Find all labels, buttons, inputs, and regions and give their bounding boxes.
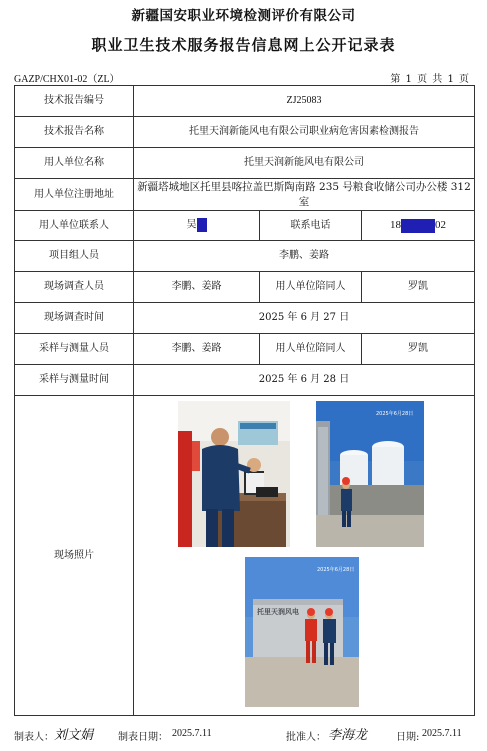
preparer-signature: 刘文娟: [54, 728, 94, 743]
survey-escort-value: 罗凯: [362, 272, 475, 303]
photo-site-sign: [245, 557, 359, 707]
team-label: 项目组人员: [15, 241, 134, 272]
document-code: GAZP/CHX01-02（ZL）: [14, 74, 120, 85]
report-name-value: 托里天润新能风电有限公司职业病危害因素检测报告: [134, 117, 475, 148]
phone-label: 联系电话: [260, 211, 362, 241]
photo-outdoor-sampling: [316, 401, 424, 547]
sampling-time-value: 2025 年 6 月 28 日: [134, 365, 475, 396]
page-number: 第 1 页 共 1 页: [390, 74, 469, 85]
phone-suffix: 02: [435, 219, 446, 232]
contact-label: 用人单位联系人: [15, 211, 134, 241]
address-value: 新疆塔城地区托里县喀拉盖巴斯陶南路 235 号粮食收储公司办公楼 312 室: [134, 179, 475, 211]
report-name-label: 技术报告名称: [15, 117, 134, 148]
team-value: 李鹏、姜路: [134, 241, 475, 272]
report-no-label: 技术报告编号: [15, 86, 134, 117]
survey-staff-value: 李鹏、姜路: [134, 272, 260, 303]
contact-value-cell: [134, 211, 260, 241]
page-title: 职业卫生技术服务报告信息网上公开记录表: [91, 36, 396, 54]
survey-escort-label: 用人单位陪同人: [260, 272, 362, 303]
approver-label: 批准人：: [286, 732, 326, 743]
employer-label: 用人单位名称: [15, 148, 134, 179]
photo3-date-stamp: 2025年6月28日: [317, 566, 355, 573]
sampling-escort-label: 用人单位陪同人: [260, 334, 362, 365]
photos-cell: [134, 396, 475, 716]
sampling-staff-value: 李鹏、姜路: [134, 334, 260, 365]
photo-area: [134, 397, 474, 715]
survey-staff-label: 现场调查人员: [15, 272, 134, 303]
approved-date: 2025.7.11: [422, 728, 462, 739]
approved-date-label: 日期:: [396, 732, 420, 743]
phone-prefix: 18: [390, 219, 401, 232]
contact-value: 吴: [186, 219, 197, 231]
phone-redaction-block: [401, 219, 435, 233]
record-table: [14, 85, 475, 716]
report-no-value: ZJ25083: [134, 86, 475, 117]
address-label: 用人单位注册地址: [15, 179, 134, 211]
redaction-block: [197, 218, 207, 232]
company-name: 新疆国安职业环境检测评价有限公司: [131, 8, 356, 24]
approver-signature: 李海龙: [328, 728, 368, 743]
photos-label: 现场照片: [15, 396, 134, 716]
employer-value: 托里天润新能风电有限公司: [134, 148, 475, 179]
survey-time-value: 2025 年 6 月 27 日: [134, 303, 475, 334]
prepared-date-label: 制表日期：: [118, 732, 168, 743]
sampling-time-label: 采样与测量时间: [15, 365, 134, 396]
sampling-escort-value: 罗凯: [362, 334, 475, 365]
prepared-date: 2025.7.11: [172, 728, 212, 739]
photo3-sign-text: 托里天润风电: [257, 607, 299, 616]
survey-time-label: 现场调查时间: [15, 303, 134, 334]
photo-indoor-survey: [178, 401, 290, 547]
sampling-staff-label: 采样与测量人员: [15, 334, 134, 365]
phone-value-cell: [362, 211, 475, 241]
photo2-date-stamp: 2025年6月28日: [376, 410, 414, 417]
preparer-label: 制表人：: [14, 732, 54, 743]
